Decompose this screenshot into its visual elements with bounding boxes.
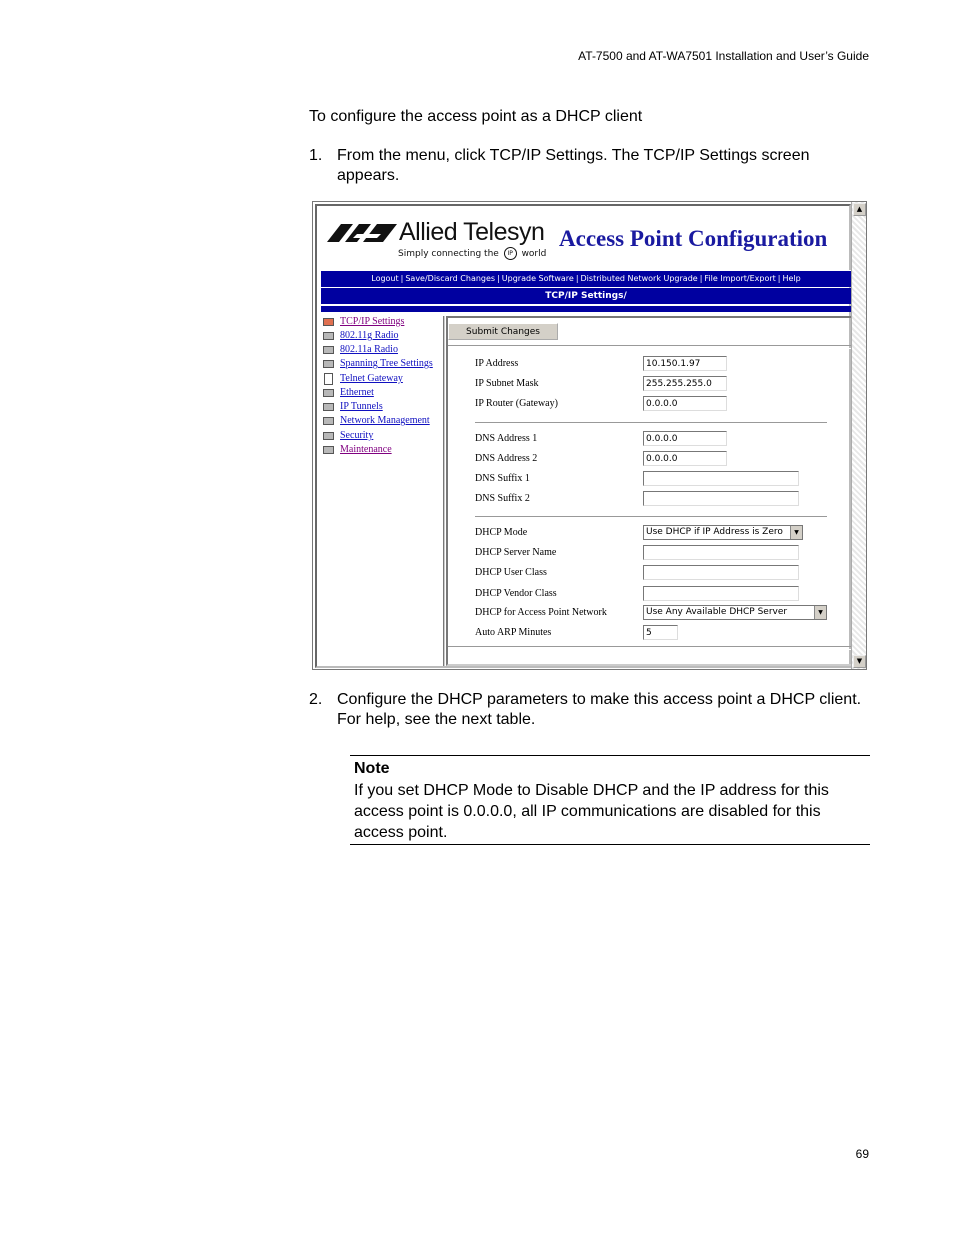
row-dhcp-mode: [475, 525, 855, 541]
row-dhcp-server-name: [475, 545, 855, 561]
row-ip-router: [475, 396, 855, 412]
page-title: Access Point Configuration: [559, 226, 828, 251]
ip-subnet-mask-input[interactable]: 255.255.255.0: [643, 376, 727, 391]
field-label: DNS Suffix 1: [475, 473, 530, 484]
section-divider: [475, 516, 827, 520]
field-label: DHCP for Access Point Network: [475, 607, 607, 618]
tagline-text-end: world: [521, 249, 547, 259]
row-ip-address: [475, 356, 855, 372]
dhcp-server-name-input[interactable]: [643, 545, 799, 560]
select-value: Use Any Available DHCP Server: [646, 607, 788, 617]
divider: [448, 646, 851, 650]
row-ip-subnet-mask: [475, 376, 855, 392]
allied-telesyn-logo-icon: [327, 222, 397, 244]
menu-save-discard[interactable]: Save/Discard Changes: [405, 274, 496, 283]
brand-name: Allied Telesyn: [399, 218, 545, 246]
breadcrumb: TCP/IP Settings/: [321, 288, 851, 304]
content-frames: [319, 316, 851, 666]
folder-icon: [323, 446, 334, 454]
field-label: DHCP Server Name: [475, 547, 557, 558]
section-divider: [475, 422, 827, 426]
menu-distributed-upgrade[interactable]: Distributed Network Upgrade: [580, 274, 698, 283]
submit-changes-button[interactable]: Submit Changes: [448, 323, 558, 340]
step-1: [309, 146, 869, 188]
menu-upgrade-software[interactable]: Upgrade Software: [501, 274, 574, 283]
field-label: DHCP Vendor Class: [475, 588, 557, 599]
scroll-down-icon[interactable]: ▼: [853, 655, 866, 668]
step-number: 1.: [309, 147, 323, 164]
nav-link[interactable]: IP Tunnels: [340, 401, 383, 412]
browser-viewport: [315, 204, 851, 668]
brand-tagline: [398, 247, 546, 260]
folder-icon: [323, 389, 334, 397]
field-label: IP Subnet Mask: [475, 378, 539, 389]
auto-arp-minutes-input[interactable]: 5: [643, 625, 678, 640]
folder-icon: [323, 403, 334, 411]
dhcp-user-class-input[interactable]: [643, 565, 799, 580]
procedure-intro: To configure the access point as a DHCP client: [309, 108, 643, 125]
dns-address-2-input[interactable]: 0.0.0.0: [643, 451, 727, 466]
folder-icon: [323, 332, 334, 340]
ip-circle-icon: IP: [504, 247, 517, 260]
tagline-text: Simply connecting the: [398, 249, 499, 259]
folder-icon: [323, 432, 334, 440]
divider: [448, 345, 851, 349]
note-box: [350, 755, 870, 845]
nav-link[interactable]: TCP/IP Settings: [340, 316, 405, 327]
field-label: DHCP User Class: [475, 567, 547, 578]
nav-link[interactable]: 802.11a Radio: [340, 344, 398, 355]
step-text: Configure the DHCP parameters to make this access point a DHCP client. For help, see the next table.: [337, 691, 862, 728]
dns-suffix-1-input[interactable]: [643, 471, 799, 486]
row-dns-suffix-2: [475, 491, 855, 507]
field-label: IP Address: [475, 358, 519, 369]
row-dhcp-ap-network: [475, 605, 855, 621]
dropdown-arrow-icon[interactable]: ▼: [790, 526, 802, 539]
folder-icon: [323, 318, 334, 326]
dhcp-vendor-class-input[interactable]: [643, 586, 799, 601]
nav-link[interactable]: Spanning Tree Settings: [340, 358, 433, 369]
vertical-scrollbar[interactable]: [851, 202, 866, 669]
tcpip-settings-screenshot: [312, 201, 867, 670]
step-2: [309, 690, 869, 732]
ip-address-input[interactable]: 10.150.1.97: [643, 356, 727, 371]
row-dhcp-user-class: [475, 565, 855, 581]
header-divider: [321, 306, 851, 312]
field-label: Auto ARP Minutes: [475, 627, 552, 638]
dns-address-1-input[interactable]: 0.0.0.0: [643, 431, 727, 446]
header-banner: [323, 214, 853, 264]
menu-logout[interactable]: Logout: [371, 274, 399, 283]
row-dns-address-1: [475, 431, 855, 447]
row-dns-address-2: [475, 451, 855, 467]
menu-file-import-export[interactable]: File Import/Export: [704, 274, 776, 283]
top-menu: Logout | Save/Discard Changes | Upgrade Software | Distributed Network Upgrade | File Import/Export | Help: [321, 270, 851, 287]
nav-link[interactable]: Telnet Gateway: [340, 373, 403, 384]
dhcp-mode-select[interactable]: [643, 525, 803, 540]
row-dhcp-vendor-class: [475, 586, 855, 602]
navigation-frame: [319, 316, 445, 666]
folder-icon: [323, 417, 334, 425]
running-header: AT-7500 and AT-WA7501 Installation and User’s Guide: [578, 49, 869, 63]
nav-link[interactable]: Ethernet: [340, 387, 374, 398]
note-body: If you set DHCP Mode to Disable DHCP and the IP address for this access point is 0.0.0.0, all IP communications are disabled for this access point.: [354, 782, 829, 841]
dropdown-arrow-icon[interactable]: ▼: [814, 606, 826, 619]
select-value: Use DHCP if IP Address is Zero: [646, 527, 783, 537]
scroll-up-icon[interactable]: ▲: [853, 203, 866, 216]
nav-link[interactable]: Security: [340, 430, 374, 441]
nav-link[interactable]: 802.11g Radio: [340, 330, 399, 341]
document-icon: [324, 373, 333, 385]
note-title: Note: [354, 760, 390, 777]
step-text: From the menu, click TCP/IP Settings. The TCP/IP Settings screen appears.: [337, 147, 810, 184]
field-label: DNS Address 2: [475, 453, 538, 464]
ip-router-input[interactable]: 0.0.0.0: [643, 396, 727, 411]
page-number: 69: [855, 1147, 869, 1161]
nav-link[interactable]: Maintenance: [340, 444, 392, 455]
folder-icon: [323, 360, 334, 368]
row-auto-arp-minutes: [475, 625, 855, 641]
field-label: IP Router (Gateway): [475, 398, 558, 409]
field-label: DNS Suffix 2: [475, 493, 530, 504]
step-number: 2.: [309, 691, 323, 708]
row-dns-suffix-1: [475, 471, 855, 487]
dns-suffix-2-input[interactable]: [643, 491, 799, 506]
field-label: DHCP Mode: [475, 527, 528, 538]
folder-icon: [323, 346, 334, 354]
settings-frame: [446, 316, 853, 666]
field-label: DNS Address 1: [475, 433, 538, 444]
menu-help[interactable]: Help: [782, 274, 801, 283]
dhcp-ap-network-select[interactable]: [643, 605, 827, 620]
nav-link[interactable]: Network Management: [340, 415, 430, 426]
